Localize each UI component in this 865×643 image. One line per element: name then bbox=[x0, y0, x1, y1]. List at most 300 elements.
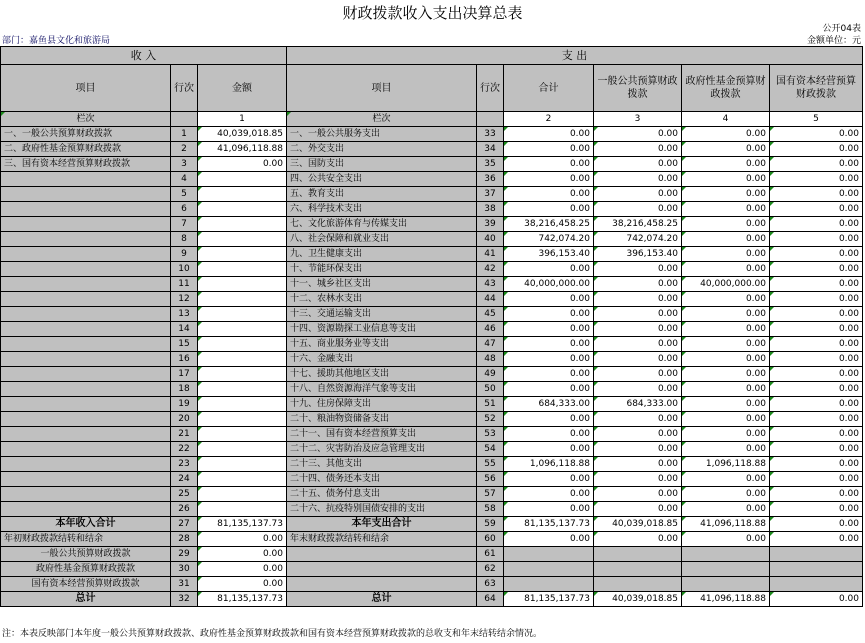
blank-cell bbox=[682, 562, 770, 577]
line-number: 64 bbox=[477, 592, 504, 607]
state-capital-amount: 0.00 bbox=[770, 532, 863, 547]
income-item bbox=[1, 472, 171, 487]
carry-sub-label: 一般公共预算财政拨款 bbox=[1, 547, 171, 562]
table-row bbox=[1, 142, 863, 157]
table-row bbox=[1, 412, 863, 427]
total-amount: 0.00 bbox=[504, 352, 594, 367]
state-capital-amount: 0.00 bbox=[770, 412, 863, 427]
income-amount bbox=[198, 457, 287, 472]
lanci-label: 栏次 bbox=[287, 112, 477, 127]
table-row bbox=[1, 262, 863, 277]
total-amount: 0.00 bbox=[504, 382, 594, 397]
table-row bbox=[1, 367, 863, 382]
line-number: 56 bbox=[477, 472, 504, 487]
gov-fund-amount: 0.00 bbox=[682, 232, 770, 247]
line-number: 47 bbox=[477, 337, 504, 352]
general-budget-amount: 40,039,018.85 bbox=[594, 517, 682, 532]
carry-sub-label: 国有资本经营预算财政拨款 bbox=[1, 577, 171, 592]
total-amount: 0.00 bbox=[504, 262, 594, 277]
state-capital-header: 国有资本经营预算财政拨款 bbox=[770, 65, 863, 112]
line-number: 23 bbox=[171, 457, 198, 472]
income-item bbox=[1, 292, 171, 307]
gov-fund-amount: 0.00 bbox=[682, 412, 770, 427]
line-number: 62 bbox=[477, 562, 504, 577]
income-item bbox=[1, 502, 171, 517]
general-budget-amount: 0.00 bbox=[594, 427, 682, 442]
currency-unit: 金额单位：元 bbox=[806, 36, 861, 46]
income-amount bbox=[198, 172, 287, 187]
state-capital-amount: 0.00 bbox=[770, 187, 863, 202]
gov-fund-amount: 0.00 bbox=[682, 322, 770, 337]
general-budget-amount: 0.00 bbox=[594, 127, 682, 142]
line-number: 30 bbox=[171, 562, 198, 577]
total-amount: 0.00 bbox=[504, 322, 594, 337]
table-row bbox=[1, 427, 863, 442]
column-number-row bbox=[1, 112, 863, 127]
line-number: 29 bbox=[171, 547, 198, 562]
expense-item: 二、外交支出 bbox=[287, 142, 477, 157]
general-budget-amount: 0.00 bbox=[594, 532, 682, 547]
income-item bbox=[1, 487, 171, 502]
income-item: 三、国有资本经营预算财政拨款 bbox=[1, 157, 171, 172]
general-budget-amount: 0.00 bbox=[594, 442, 682, 457]
line-number: 22 bbox=[171, 442, 198, 457]
general-budget-amount: 0.00 bbox=[594, 322, 682, 337]
column-number-1: 1 bbox=[198, 112, 287, 127]
lanci-blank bbox=[477, 112, 504, 127]
income-amount bbox=[198, 247, 287, 262]
general-budget-amount: 0.00 bbox=[594, 412, 682, 427]
state-capital-amount: 0.00 bbox=[770, 262, 863, 277]
income-amount: 0.00 bbox=[198, 157, 287, 172]
carry-sub-row bbox=[1, 547, 863, 562]
total-amount: 0.00 bbox=[504, 412, 594, 427]
line-number: 9 bbox=[171, 247, 198, 262]
gov-fund-amount: 0.00 bbox=[682, 382, 770, 397]
income-section-header: 收 入 bbox=[1, 47, 287, 65]
expense-item: 二十一、国有资本经营预算支出 bbox=[287, 427, 477, 442]
income-amount: 40,039,018.85 bbox=[198, 127, 287, 142]
state-capital-amount: 0.00 bbox=[770, 277, 863, 292]
expense-item: 二十、粮油物资储备支出 bbox=[287, 412, 477, 427]
income-amount bbox=[198, 262, 287, 277]
general-budget-amount: 0.00 bbox=[594, 142, 682, 157]
income-total-label: 本年收入合计 bbox=[1, 517, 171, 532]
table-row bbox=[1, 202, 863, 217]
gov-fund-amount: 0.00 bbox=[682, 262, 770, 277]
expense-item: 二十五、债务付息支出 bbox=[287, 487, 477, 502]
table-row bbox=[1, 337, 863, 352]
gov-fund-amount: 0.00 bbox=[682, 337, 770, 352]
expense-grand-total-label: 总计 bbox=[287, 592, 477, 607]
line-number: 58 bbox=[477, 502, 504, 517]
expense-blank bbox=[287, 547, 477, 562]
line-number: 63 bbox=[477, 577, 504, 592]
income-item bbox=[1, 232, 171, 247]
line-number: 33 bbox=[477, 127, 504, 142]
budget-summary-table bbox=[0, 46, 863, 607]
expense-item: 十、节能环保支出 bbox=[287, 262, 477, 277]
income-amount bbox=[198, 352, 287, 367]
line-number: 4 bbox=[171, 172, 198, 187]
table-row bbox=[1, 172, 863, 187]
income-item bbox=[1, 187, 171, 202]
total-amount: 0.00 bbox=[504, 532, 594, 547]
table-row bbox=[1, 472, 863, 487]
expense-item: 十二、农林水支出 bbox=[287, 292, 477, 307]
general-budget-header: 一般公共预算财政拨款 bbox=[594, 65, 682, 112]
expense-item: 十六、金融支出 bbox=[287, 352, 477, 367]
state-capital-amount: 0.00 bbox=[770, 247, 863, 262]
expense-total-label: 本年支出合计 bbox=[287, 517, 477, 532]
line-number: 57 bbox=[477, 487, 504, 502]
carry-over-row bbox=[1, 532, 863, 547]
line-number: 2 bbox=[171, 142, 198, 157]
expense-item: 五、教育支出 bbox=[287, 187, 477, 202]
total-amount: 0.00 bbox=[504, 307, 594, 322]
blank-cell bbox=[770, 547, 863, 562]
expense-item: 十四、资源勘探工业信息等支出 bbox=[287, 322, 477, 337]
state-capital-amount: 0.00 bbox=[770, 457, 863, 472]
expense-item: 三、国防支出 bbox=[287, 157, 477, 172]
income-amount bbox=[198, 307, 287, 322]
income-amount bbox=[198, 487, 287, 502]
blank-cell bbox=[504, 577, 594, 592]
line-number: 60 bbox=[477, 532, 504, 547]
total-amount: 742,074.20 bbox=[504, 232, 594, 247]
income-item bbox=[1, 367, 171, 382]
expense-item: 二十二、灾害防治及应急管理支出 bbox=[287, 442, 477, 457]
general-budget-amount: 0.00 bbox=[594, 307, 682, 322]
table-row bbox=[1, 157, 863, 172]
income-total-amount: 81,135,137.73 bbox=[198, 517, 287, 532]
form-number: 公开04表 bbox=[822, 24, 861, 34]
column-header-row bbox=[1, 65, 863, 112]
gov-fund-amount: 0.00 bbox=[682, 157, 770, 172]
blank-cell bbox=[594, 577, 682, 592]
table-row bbox=[1, 382, 863, 397]
gov-fund-amount: 41,096,118.88 bbox=[682, 592, 770, 607]
table-row bbox=[1, 442, 863, 457]
general-budget-amount: 0.00 bbox=[594, 292, 682, 307]
blank-cell bbox=[594, 562, 682, 577]
year-total-row bbox=[1, 517, 863, 532]
income-amount bbox=[198, 442, 287, 457]
line-number: 5 bbox=[171, 187, 198, 202]
expense-item: 四、公共安全支出 bbox=[287, 172, 477, 187]
line-number: 20 bbox=[171, 412, 198, 427]
income-item bbox=[1, 247, 171, 262]
total-amount: 0.00 bbox=[504, 367, 594, 382]
income-amount bbox=[198, 277, 287, 292]
income-amount bbox=[198, 202, 287, 217]
line-number: 19 bbox=[171, 397, 198, 412]
state-capital-amount: 0.00 bbox=[770, 337, 863, 352]
blank-cell bbox=[770, 562, 863, 577]
line-number: 28 bbox=[171, 532, 198, 547]
gov-fund-amount: 0.00 bbox=[682, 307, 770, 322]
total-amount: 81,135,137.73 bbox=[504, 517, 594, 532]
total-amount: 40,000,000.00 bbox=[504, 277, 594, 292]
line-number: 54 bbox=[477, 442, 504, 457]
line-number: 8 bbox=[171, 232, 198, 247]
general-budget-amount: 0.00 bbox=[594, 352, 682, 367]
income-amount bbox=[198, 412, 287, 427]
state-capital-amount: 0.00 bbox=[770, 367, 863, 382]
line-number: 14 bbox=[171, 322, 198, 337]
general-budget-amount: 40,039,018.85 bbox=[594, 592, 682, 607]
income-carry-amount: 0.00 bbox=[198, 532, 287, 547]
state-capital-amount: 0.00 bbox=[770, 352, 863, 367]
total-amount: 0.00 bbox=[504, 427, 594, 442]
state-capital-amount: 0.00 bbox=[770, 517, 863, 532]
income-item bbox=[1, 427, 171, 442]
line-number: 16 bbox=[171, 352, 198, 367]
line-number: 53 bbox=[477, 427, 504, 442]
state-capital-amount: 0.00 bbox=[770, 487, 863, 502]
gov-fund-amount: 0.00 bbox=[682, 352, 770, 367]
lanci-blank bbox=[171, 112, 198, 127]
general-budget-amount: 0.00 bbox=[594, 487, 682, 502]
line-number: 27 bbox=[171, 517, 198, 532]
income-item bbox=[1, 217, 171, 232]
total-amount: 0.00 bbox=[504, 142, 594, 157]
table-row bbox=[1, 187, 863, 202]
expense-item: 二十六、抗疫特别国债安排的支出 bbox=[287, 502, 477, 517]
blank-cell bbox=[682, 577, 770, 592]
general-budget-amount: 38,216,458.25 bbox=[594, 217, 682, 232]
income-item bbox=[1, 382, 171, 397]
line-number: 34 bbox=[477, 142, 504, 157]
line-number: 42 bbox=[477, 262, 504, 277]
expense-item: 六、科学技术支出 bbox=[287, 202, 477, 217]
income-amount bbox=[198, 232, 287, 247]
general-budget-amount: 0.00 bbox=[594, 472, 682, 487]
line-number: 49 bbox=[477, 367, 504, 382]
grand-total-row bbox=[1, 592, 863, 607]
total-amount: 0.00 bbox=[504, 442, 594, 457]
expense-line-header: 行次 bbox=[477, 65, 504, 112]
line-number: 41 bbox=[477, 247, 504, 262]
state-capital-amount: 0.00 bbox=[770, 232, 863, 247]
state-capital-amount: 0.00 bbox=[770, 442, 863, 457]
gov-fund-amount: 0.00 bbox=[682, 502, 770, 517]
expense-item: 二十三、其他支出 bbox=[287, 457, 477, 472]
total-amount: 0.00 bbox=[504, 502, 594, 517]
income-item bbox=[1, 307, 171, 322]
income-amount bbox=[198, 472, 287, 487]
total-amount: 0.00 bbox=[504, 157, 594, 172]
income-item bbox=[1, 202, 171, 217]
income-amount bbox=[198, 427, 287, 442]
income-item bbox=[1, 397, 171, 412]
general-budget-amount: 0.00 bbox=[594, 172, 682, 187]
income-amount bbox=[198, 337, 287, 352]
total-amount: 0.00 bbox=[504, 472, 594, 487]
line-number: 45 bbox=[477, 307, 504, 322]
general-budget-amount: 0.00 bbox=[594, 202, 682, 217]
general-budget-amount: 0.00 bbox=[594, 457, 682, 472]
income-item bbox=[1, 457, 171, 472]
gov-fund-amount: 0.00 bbox=[682, 247, 770, 262]
line-number: 1 bbox=[171, 127, 198, 142]
carry-sub-amount: 0.00 bbox=[198, 562, 287, 577]
income-amount bbox=[198, 322, 287, 337]
general-budget-amount: 0.00 bbox=[594, 187, 682, 202]
line-number: 50 bbox=[477, 382, 504, 397]
line-number: 61 bbox=[477, 547, 504, 562]
expense-item: 十七、援助其他地区支出 bbox=[287, 367, 477, 382]
gov-fund-amount: 0.00 bbox=[682, 397, 770, 412]
income-item bbox=[1, 337, 171, 352]
gov-fund-amount: 0.00 bbox=[682, 532, 770, 547]
expense-item: 七、文化旅游体育与传媒支出 bbox=[287, 217, 477, 232]
gov-fund-amount: 0.00 bbox=[682, 427, 770, 442]
income-line-header: 行次 bbox=[171, 65, 198, 112]
gov-fund-amount: 40,000,000.00 bbox=[682, 277, 770, 292]
line-number: 55 bbox=[477, 457, 504, 472]
general-budget-amount: 0.00 bbox=[594, 262, 682, 277]
general-budget-amount: 742,074.20 bbox=[594, 232, 682, 247]
blank-cell bbox=[504, 547, 594, 562]
carry-sub-amount: 0.00 bbox=[198, 547, 287, 562]
total-amount: 684,333.00 bbox=[504, 397, 594, 412]
line-number: 44 bbox=[477, 292, 504, 307]
gov-fund-header: 政府性基金预算财政拨款 bbox=[682, 65, 770, 112]
general-budget-amount: 0.00 bbox=[594, 157, 682, 172]
total-amount: 0.00 bbox=[504, 172, 594, 187]
expense-item: 十一、城乡社区支出 bbox=[287, 277, 477, 292]
line-number: 39 bbox=[477, 217, 504, 232]
state-capital-amount: 0.00 bbox=[770, 427, 863, 442]
income-item bbox=[1, 277, 171, 292]
gov-fund-amount: 0.00 bbox=[682, 292, 770, 307]
line-number: 32 bbox=[171, 592, 198, 607]
total-amount: 38,216,458.25 bbox=[504, 217, 594, 232]
expense-item: 十八、自然资源海洋气象等支出 bbox=[287, 382, 477, 397]
state-capital-amount: 0.00 bbox=[770, 217, 863, 232]
general-budget-amount: 0.00 bbox=[594, 277, 682, 292]
line-number: 35 bbox=[477, 157, 504, 172]
table-row bbox=[1, 232, 863, 247]
total-amount: 0.00 bbox=[504, 487, 594, 502]
line-number: 13 bbox=[171, 307, 198, 322]
expense-item: 十五、商业服务业等支出 bbox=[287, 337, 477, 352]
total-amount: 0.00 bbox=[504, 292, 594, 307]
general-budget-amount: 0.00 bbox=[594, 367, 682, 382]
blank-cell bbox=[770, 577, 863, 592]
state-capital-amount: 0.00 bbox=[770, 157, 863, 172]
line-number: 21 bbox=[171, 427, 198, 442]
department-label: 部门：嘉鱼县文化和旅游局 bbox=[2, 36, 111, 46]
expense-item: 二十四、债务还本支出 bbox=[287, 472, 477, 487]
income-amount bbox=[198, 187, 287, 202]
table-row bbox=[1, 502, 863, 517]
table-row bbox=[1, 397, 863, 412]
table-row bbox=[1, 292, 863, 307]
carry-sub-amount: 0.00 bbox=[198, 577, 287, 592]
expense-carry-label: 年末财政拨款结转和结余 bbox=[287, 532, 477, 547]
line-number: 38 bbox=[477, 202, 504, 217]
line-number: 6 bbox=[171, 202, 198, 217]
gov-fund-amount: 0.00 bbox=[682, 202, 770, 217]
general-budget-amount: 0.00 bbox=[594, 337, 682, 352]
state-capital-amount: 0.00 bbox=[770, 397, 863, 412]
table-row bbox=[1, 247, 863, 262]
gov-fund-amount: 41,096,118.88 bbox=[682, 517, 770, 532]
line-number: 51 bbox=[477, 397, 504, 412]
income-item bbox=[1, 262, 171, 277]
income-amount: 41,096,118.88 bbox=[198, 142, 287, 157]
state-capital-amount: 0.00 bbox=[770, 307, 863, 322]
general-budget-amount: 0.00 bbox=[594, 382, 682, 397]
carry-sub-row bbox=[1, 577, 863, 592]
gov-fund-amount: 0.00 bbox=[682, 172, 770, 187]
income-item bbox=[1, 352, 171, 367]
gov-fund-amount: 0.00 bbox=[682, 187, 770, 202]
lanci-label: 栏次 bbox=[1, 112, 171, 127]
blank-cell bbox=[594, 547, 682, 562]
line-number: 11 bbox=[171, 277, 198, 292]
line-number: 43 bbox=[477, 277, 504, 292]
general-budget-amount: 0.00 bbox=[594, 502, 682, 517]
line-number: 3 bbox=[171, 157, 198, 172]
line-number: 15 bbox=[171, 337, 198, 352]
blank-cell bbox=[504, 562, 594, 577]
state-capital-amount: 0.00 bbox=[770, 292, 863, 307]
expense-item: 九、卫生健康支出 bbox=[287, 247, 477, 262]
expense-item: 八、社会保障和就业支出 bbox=[287, 232, 477, 247]
gov-fund-amount: 1,096,118.88 bbox=[682, 457, 770, 472]
footnote: 注：本表反映部门本年度一般公共预算财政拨款、政府性基金预算财政拨款和国有资本经营预算财政拨款的总收支和年末结转结余情况。 bbox=[2, 629, 543, 639]
table-row bbox=[1, 307, 863, 322]
gov-fund-amount: 0.00 bbox=[682, 142, 770, 157]
total-amount: 81,135,137.73 bbox=[504, 592, 594, 607]
income-amount-header: 金额 bbox=[198, 65, 287, 112]
table-row bbox=[1, 277, 863, 292]
gov-fund-amount: 0.00 bbox=[682, 367, 770, 382]
line-number: 59 bbox=[477, 517, 504, 532]
income-item-header: 项目 bbox=[1, 65, 171, 112]
state-capital-amount: 0.00 bbox=[770, 592, 863, 607]
total-amount: 396,153.40 bbox=[504, 247, 594, 262]
income-item bbox=[1, 412, 171, 427]
line-number: 24 bbox=[171, 472, 198, 487]
total-amount: 0.00 bbox=[504, 187, 594, 202]
state-capital-amount: 0.00 bbox=[770, 172, 863, 187]
gov-fund-amount: 0.00 bbox=[682, 217, 770, 232]
income-item bbox=[1, 442, 171, 457]
line-number: 46 bbox=[477, 322, 504, 337]
expense-section-header: 支 出 bbox=[287, 47, 863, 65]
line-number: 36 bbox=[477, 172, 504, 187]
total-amount: 0.00 bbox=[504, 337, 594, 352]
general-budget-amount: 684,333.00 bbox=[594, 397, 682, 412]
table-row bbox=[1, 352, 863, 367]
income-grand-total-amount: 81,135,137.73 bbox=[198, 592, 287, 607]
state-capital-amount: 0.00 bbox=[770, 322, 863, 337]
income-item: 一、一般公共预算财政拨款 bbox=[1, 127, 171, 142]
table-row bbox=[1, 322, 863, 337]
state-capital-amount: 0.00 bbox=[770, 472, 863, 487]
line-number: 17 bbox=[171, 367, 198, 382]
column-number-5: 5 bbox=[770, 112, 863, 127]
carry-sub-row bbox=[1, 562, 863, 577]
expense-item: 十九、住房保障支出 bbox=[287, 397, 477, 412]
line-number: 31 bbox=[171, 577, 198, 592]
line-number: 52 bbox=[477, 412, 504, 427]
gov-fund-amount: 0.00 bbox=[682, 127, 770, 142]
